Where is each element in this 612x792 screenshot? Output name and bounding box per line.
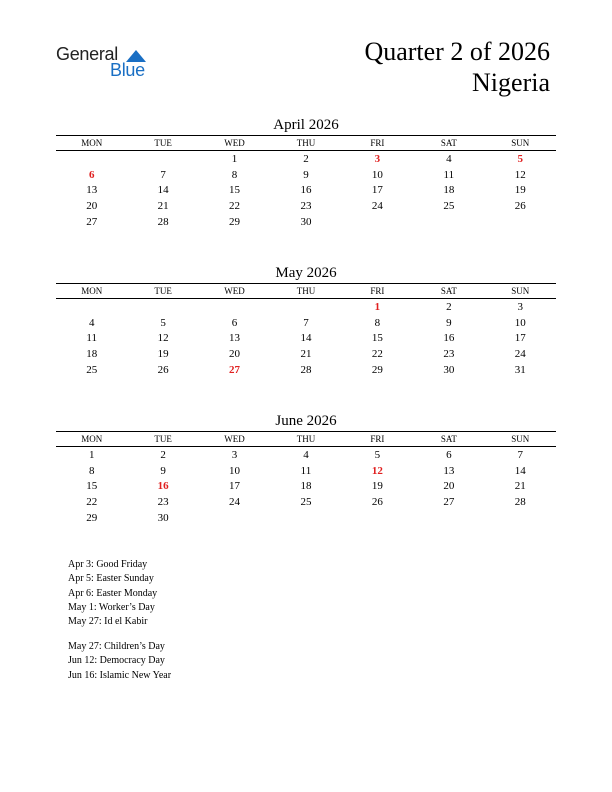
day-cell: 3 bbox=[231, 448, 238, 461]
weekday-header: FRI bbox=[342, 432, 413, 447]
day-cell: 7 bbox=[517, 448, 524, 461]
logo-text-blue: Blue bbox=[110, 60, 145, 80]
day-cell: 10 bbox=[229, 464, 241, 477]
day-cell bbox=[56, 299, 127, 315]
day-cell bbox=[56, 151, 127, 167]
weekday-header: TUE bbox=[127, 136, 198, 151]
weekday-header: SUN bbox=[485, 136, 556, 151]
holiday-list-secondary bbox=[68, 640, 171, 683]
day-cell: 26 bbox=[371, 495, 383, 508]
day-cell bbox=[485, 214, 556, 230]
day-cell: 1 bbox=[88, 448, 95, 461]
day-cell: 26 bbox=[514, 199, 526, 212]
day-cell bbox=[485, 510, 556, 526]
holiday-list-primary bbox=[68, 558, 157, 629]
day-cell: 13 bbox=[86, 184, 98, 197]
weekday-header: SUN bbox=[485, 284, 556, 299]
holiday-entry: Apr 5: Easter Sunday bbox=[68, 573, 154, 585]
week-row bbox=[56, 346, 556, 362]
day-cell: 12 bbox=[514, 168, 526, 181]
page-title bbox=[364, 36, 550, 98]
week-row bbox=[56, 214, 556, 230]
day-cell: 20 bbox=[229, 347, 241, 360]
weekday-header: MON bbox=[56, 432, 127, 447]
day-cell: 15 bbox=[86, 480, 98, 493]
day-cell: 22 bbox=[229, 199, 241, 212]
holiday-entry: May 27: Children’s Day bbox=[68, 641, 165, 652]
month-calendar-april bbox=[56, 115, 556, 229]
day-cell: 3 bbox=[517, 300, 524, 313]
day-cell: 12 bbox=[157, 332, 169, 345]
day-cell: 17 bbox=[229, 480, 241, 493]
weekday-header: TUE bbox=[127, 432, 198, 447]
day-cell: 30 bbox=[443, 363, 455, 376]
day-cell bbox=[199, 299, 270, 315]
title-country: Nigeria bbox=[472, 68, 550, 97]
day-cell: 11 bbox=[443, 168, 455, 181]
week-row bbox=[56, 151, 556, 167]
day-cell: 5 bbox=[160, 316, 166, 329]
day-cell: 9 bbox=[160, 464, 166, 477]
week-row bbox=[56, 510, 556, 526]
holiday-day-cell: 5 bbox=[517, 152, 524, 165]
weekday-header: MON bbox=[56, 284, 127, 299]
day-cell: 7 bbox=[303, 316, 309, 329]
day-cell: 28 bbox=[514, 495, 526, 508]
weekday-header: THU bbox=[270, 284, 341, 299]
day-cell: 29 bbox=[86, 511, 98, 524]
day-cell: 27 bbox=[86, 215, 98, 228]
weekday-header: WED bbox=[199, 284, 270, 299]
holiday-day-cell: 6 bbox=[88, 168, 95, 181]
month-calendar-june bbox=[56, 411, 556, 525]
day-cell: 18 bbox=[300, 480, 312, 493]
week-row bbox=[56, 362, 556, 378]
weekday-header: SUN bbox=[485, 432, 556, 447]
logo-text-general: General bbox=[56, 44, 118, 64]
day-cell: 23 bbox=[157, 495, 169, 508]
day-cell: 29 bbox=[229, 215, 241, 228]
holiday-day-cell: 3 bbox=[374, 152, 381, 165]
week-row bbox=[56, 478, 556, 494]
day-cell bbox=[127, 151, 198, 167]
day-cell: 20 bbox=[443, 480, 455, 493]
day-cell: 6 bbox=[446, 448, 452, 461]
week-row bbox=[56, 167, 556, 183]
day-cell: 17 bbox=[514, 332, 526, 345]
month-calendar-may bbox=[56, 263, 556, 377]
day-cell: 26 bbox=[157, 363, 169, 376]
holiday-entry: Jun 16: Islamic New Year bbox=[68, 669, 172, 681]
holiday-day-cell: 16 bbox=[157, 480, 169, 493]
day-cell: 14 bbox=[157, 184, 169, 197]
day-cell: 6 bbox=[231, 316, 238, 329]
day-cell: 8 bbox=[88, 464, 95, 477]
holiday-entry: Apr 3: Good Friday bbox=[68, 559, 148, 570]
day-cell: 4 bbox=[446, 152, 452, 165]
day-cell: 11 bbox=[300, 464, 312, 477]
day-cell bbox=[342, 214, 413, 230]
day-cell: 29 bbox=[371, 363, 383, 376]
month-table bbox=[56, 135, 556, 229]
holiday-entry: Apr 6: Easter Monday bbox=[68, 587, 158, 599]
day-cell bbox=[270, 510, 341, 526]
day-cell: 23 bbox=[443, 347, 455, 360]
day-cell: 10 bbox=[514, 316, 526, 329]
day-cell: 19 bbox=[371, 480, 383, 493]
weekday-header-row bbox=[56, 136, 556, 151]
holiday-entry: Jun 12: Democracy Day bbox=[68, 655, 165, 667]
weekday-header: SAT bbox=[413, 136, 484, 151]
day-cell: 19 bbox=[157, 347, 169, 360]
title-quarter: Quarter 2 of 2026 bbox=[364, 37, 550, 66]
day-cell: 18 bbox=[443, 184, 455, 197]
day-cell: 1 bbox=[231, 152, 238, 165]
day-cell: 22 bbox=[371, 347, 383, 360]
day-cell: 15 bbox=[371, 332, 383, 345]
day-cell: 23 bbox=[300, 199, 312, 212]
week-row bbox=[56, 182, 556, 198]
day-cell: 9 bbox=[446, 316, 452, 329]
day-cell: 10 bbox=[371, 168, 383, 181]
month-table bbox=[56, 283, 556, 377]
day-cell: 8 bbox=[231, 168, 238, 181]
holiday-day-cell: 1 bbox=[374, 300, 381, 313]
week-row bbox=[56, 447, 556, 463]
day-cell: 31 bbox=[514, 363, 526, 376]
day-cell: 30 bbox=[300, 215, 312, 228]
day-cell: 4 bbox=[88, 316, 95, 329]
weekday-header: THU bbox=[270, 136, 341, 151]
day-cell: 24 bbox=[371, 199, 383, 212]
week-row bbox=[56, 198, 556, 214]
day-cell: 9 bbox=[303, 168, 309, 181]
day-cell bbox=[199, 510, 270, 526]
weekday-header: SAT bbox=[413, 432, 484, 447]
day-cell: 16 bbox=[300, 184, 312, 197]
weekday-header: FRI bbox=[342, 136, 413, 151]
weekday-header: FRI bbox=[342, 284, 413, 299]
week-row bbox=[56, 299, 556, 315]
day-cell bbox=[413, 510, 484, 526]
day-cell bbox=[413, 214, 484, 230]
day-cell: 24 bbox=[229, 495, 241, 508]
day-cell: 28 bbox=[300, 363, 312, 376]
day-cell bbox=[127, 299, 198, 315]
holiday-day-cell: 12 bbox=[371, 464, 383, 477]
day-cell: 11 bbox=[86, 332, 97, 345]
day-cell: 7 bbox=[160, 168, 166, 181]
day-cell: 24 bbox=[514, 347, 526, 360]
holiday-day-cell: 27 bbox=[229, 363, 241, 376]
day-cell: 21 bbox=[157, 199, 169, 212]
day-cell: 18 bbox=[86, 347, 98, 360]
month-title: May 2026 bbox=[275, 265, 337, 281]
week-row bbox=[56, 494, 556, 510]
day-cell: 4 bbox=[303, 448, 309, 461]
day-cell: 8 bbox=[374, 316, 381, 329]
day-cell: 21 bbox=[300, 347, 312, 360]
day-cell: 27 bbox=[443, 495, 455, 508]
weekday-header-row bbox=[56, 284, 556, 299]
day-cell: 19 bbox=[514, 184, 526, 197]
day-cell: 28 bbox=[157, 215, 169, 228]
day-cell: 14 bbox=[514, 464, 526, 477]
day-cell: 25 bbox=[86, 363, 98, 376]
day-cell: 20 bbox=[86, 199, 98, 212]
weekday-header: TUE bbox=[127, 284, 198, 299]
day-cell: 22 bbox=[86, 495, 98, 508]
month-title: April 2026 bbox=[273, 117, 339, 133]
week-row bbox=[56, 463, 556, 479]
week-row bbox=[56, 330, 556, 346]
weekday-header: MON bbox=[56, 136, 127, 151]
day-cell: 25 bbox=[443, 199, 455, 212]
day-cell bbox=[270, 299, 341, 315]
month-table bbox=[56, 431, 556, 525]
day-cell: 25 bbox=[300, 495, 312, 508]
generalblue-logo bbox=[56, 42, 156, 82]
week-row bbox=[56, 315, 556, 331]
weekday-header: WED bbox=[199, 432, 270, 447]
day-cell: 17 bbox=[371, 184, 383, 197]
day-cell: 2 bbox=[446, 300, 452, 313]
day-cell bbox=[342, 510, 413, 526]
day-cell: 5 bbox=[374, 448, 381, 461]
day-cell: 14 bbox=[300, 332, 312, 345]
day-cell: 15 bbox=[229, 184, 241, 197]
day-cell: 13 bbox=[229, 332, 241, 345]
day-cell: 16 bbox=[443, 332, 455, 345]
weekday-header: THU bbox=[270, 432, 341, 447]
day-cell: 21 bbox=[514, 480, 526, 493]
day-cell: 30 bbox=[157, 511, 169, 524]
weekday-header-row bbox=[56, 432, 556, 447]
day-cell: 2 bbox=[160, 448, 166, 461]
weekday-header: WED bbox=[199, 136, 270, 151]
holiday-entry: May 1: Worker’s Day bbox=[68, 601, 155, 613]
holiday-entry: May 27: Id el Kabir bbox=[68, 616, 148, 628]
weekday-header: SAT bbox=[413, 284, 484, 299]
day-cell: 2 bbox=[303, 152, 309, 165]
month-title: June 2026 bbox=[275, 413, 337, 429]
day-cell: 13 bbox=[443, 464, 455, 477]
